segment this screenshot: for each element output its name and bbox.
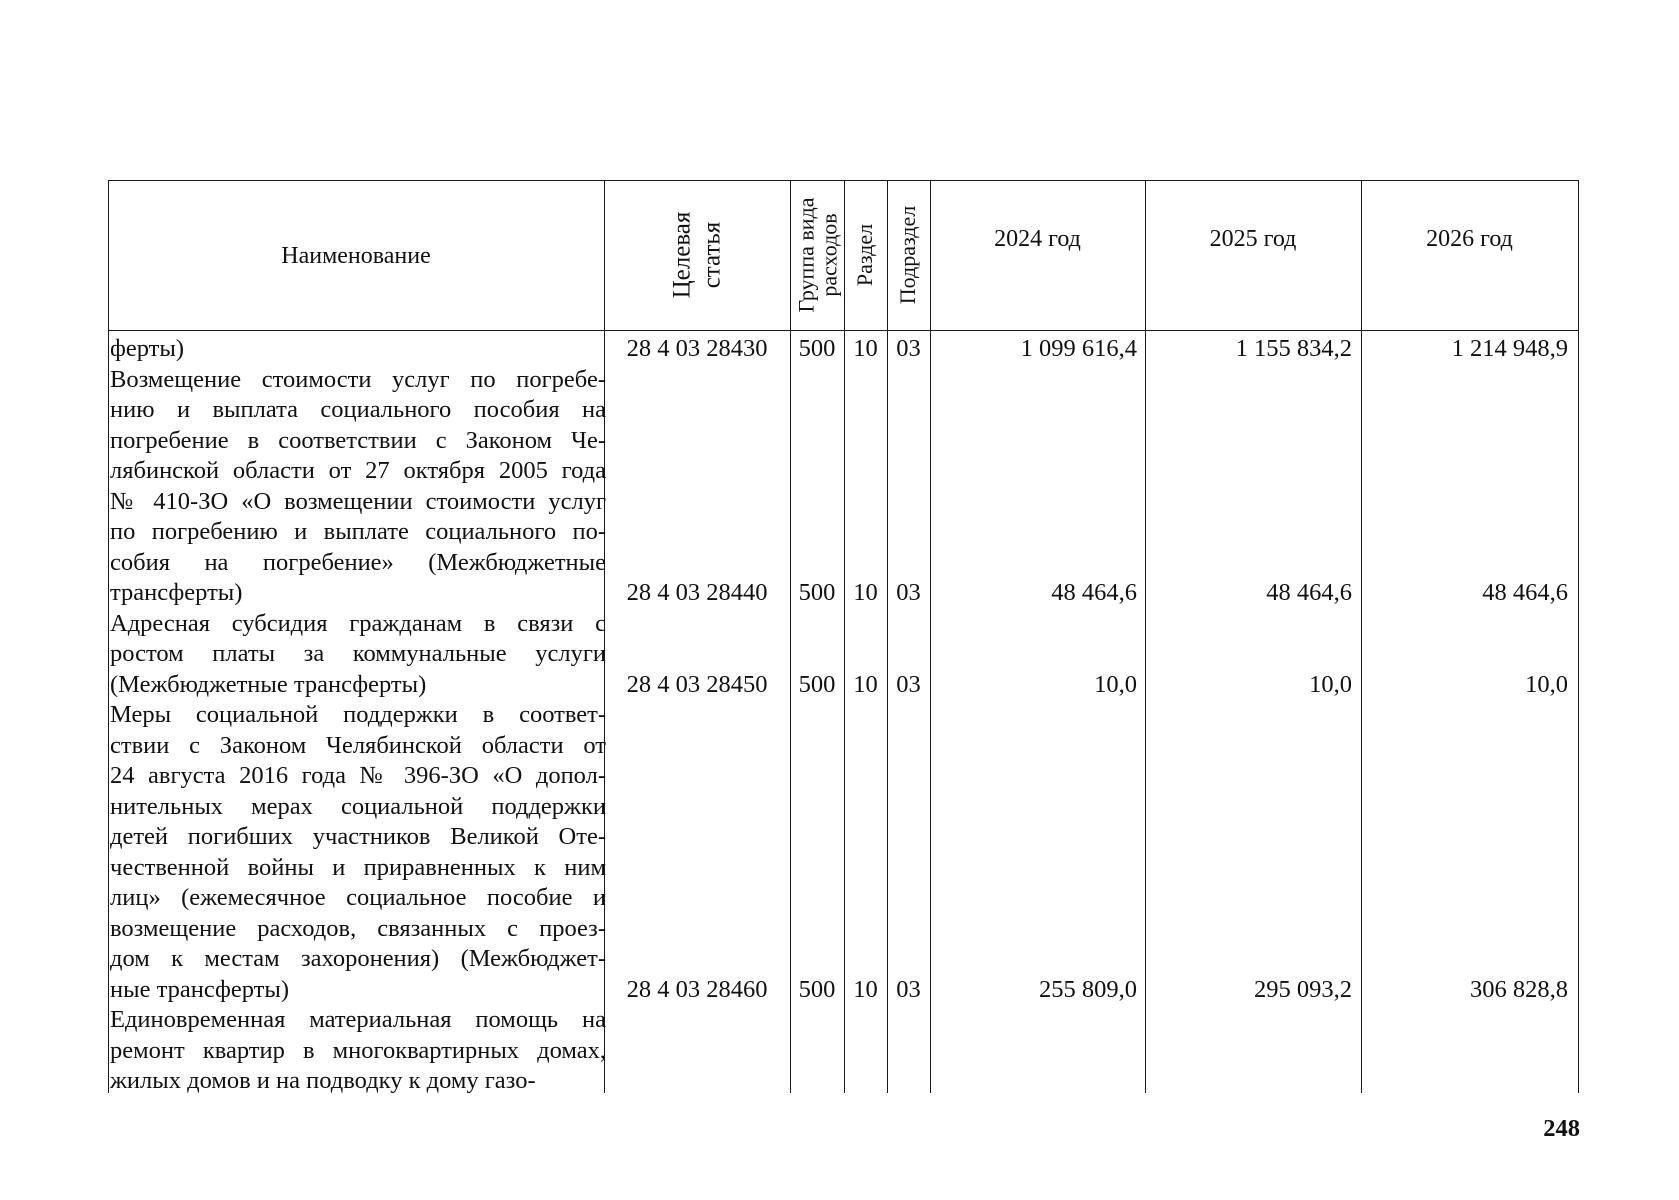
cell-y2024: 1 099 616,4 (1020, 335, 1137, 362)
cell-group: 500 (798, 975, 836, 1003)
header-2024-label: 2024 год (994, 226, 1081, 252)
row-name (110, 365, 606, 609)
row-name-line: жилых домов и на подводку к дому газо- (110, 1067, 536, 1094)
header-subsection-label: Подраздел (895, 205, 921, 305)
row-name-line: Адресная субсидия гражданам в связи с (110, 609, 606, 637)
cell-y2025: 295 093,2 (1254, 975, 1352, 1003)
cell-section: 10 (853, 670, 878, 698)
table-border-right (1578, 180, 1579, 1093)
cell-target: 28 4 03 28440 (626, 579, 768, 606)
cell-group: 500 (798, 579, 836, 606)
header-name (108, 180, 604, 330)
header-2026 (1361, 180, 1578, 330)
row-name-line: трансферты) (110, 579, 243, 606)
row-name-line: ферты) (110, 335, 185, 362)
row-name (110, 1005, 606, 1097)
header-section-label: Раздел (852, 223, 878, 287)
header-2026-label: 2026 год (1426, 226, 1513, 252)
header-group-label: Группа вида расходов (793, 197, 842, 313)
cell-subsection: 03 (896, 579, 921, 606)
row-name (110, 334, 606, 365)
cell-section: 10 (853, 335, 878, 362)
cell-y2025: 10,0 (1309, 670, 1352, 698)
cell-y2025: 1 155 834,2 (1235, 335, 1352, 362)
row-name-line: ствии с Законом Челябинской области от (110, 731, 606, 759)
row-name-line: по погребению и выплате социального по- (110, 518, 606, 545)
cell-group: 500 (798, 335, 836, 362)
header-target (604, 180, 790, 330)
row-name-line: нительных мерах социальной поддержки (110, 792, 606, 820)
row-name-line: собия на погребение» (Межбюджетные (110, 548, 606, 576)
row-name-line: Меры социальной поддержки в соответ- (110, 701, 606, 728)
row-name-line: лябинской области от 27 октября 2005 года (110, 457, 606, 484)
cell-y2026: 10,0 (1525, 670, 1568, 698)
header-section (844, 180, 887, 330)
row-name-line: нию и выплата социального пособия на (110, 396, 606, 423)
header-group (790, 180, 844, 330)
row-name-line: чественной войны и приравненных к ним (110, 853, 606, 881)
row-name-line: погребение в соответствии с Законом Че- (110, 426, 606, 454)
row-name-line: 24 августа 2016 года № 396-ЗО «О допол- (110, 762, 606, 789)
header-2025-label: 2025 год (1209, 226, 1297, 252)
row-name (110, 700, 606, 1005)
cell-target: 28 4 03 28430 (626, 335, 768, 362)
header-subsection (887, 180, 930, 330)
row-name-line: № 410-ЗО «О возмещении стоимости услуг (110, 487, 606, 515)
cell-subsection: 03 (896, 335, 921, 362)
row-name-line: ные трансферты) (110, 975, 289, 1003)
cell-subsection: 03 (896, 670, 921, 698)
row-name-line: возмещение расходов, связанных с проез- (110, 914, 606, 942)
cell-y2024: 48 464,6 (1051, 579, 1137, 606)
row-name-line: детей погибших участников Великой Оте- (110, 823, 606, 850)
header-divider (108, 330, 1579, 331)
cell-y2024: 255 809,0 (1039, 975, 1137, 1003)
row-name-line: (Межбюджетные трансферты) (110, 670, 427, 698)
row-name-line: ростом платы за коммунальные услуги (110, 640, 606, 667)
row-name-line: лиц» (ежемесячное социальное пособие и (110, 884, 606, 911)
cell-y2026: 1 214 948,9 (1451, 335, 1568, 362)
row-name (110, 609, 606, 701)
cell-section: 10 (853, 579, 878, 606)
cell-target: 28 4 03 28450 (626, 670, 768, 698)
row-name-line: ремонт квартир в многоквартирных домах, (110, 1036, 606, 1064)
cell-y2024: 10,0 (1094, 670, 1137, 698)
cell-target: 28 4 03 28460 (626, 975, 768, 1003)
header-2024 (930, 180, 1145, 330)
row-name-line: Единовременная материальная помощь на (110, 1006, 606, 1033)
cell-y2026: 306 828,8 (1470, 975, 1568, 1003)
cell-subsection: 03 (896, 975, 921, 1003)
header-target-label: Целевая статья (667, 211, 725, 299)
page-number: 248 (1543, 1115, 1580, 1142)
cell-section: 10 (853, 975, 878, 1003)
row-name-line: Возмещение стоимости услуг по погребе- (110, 365, 606, 393)
header-2025 (1145, 180, 1361, 330)
row-name-line: дом к местам захоронения) (Межбюджет- (110, 945, 606, 972)
header-name-label: Наименование (281, 242, 431, 269)
cell-group: 500 (798, 670, 836, 698)
cell-y2026: 48 464,6 (1482, 579, 1568, 606)
cell-y2025: 48 464,6 (1266, 579, 1352, 606)
budget-table (108, 180, 1580, 1093)
